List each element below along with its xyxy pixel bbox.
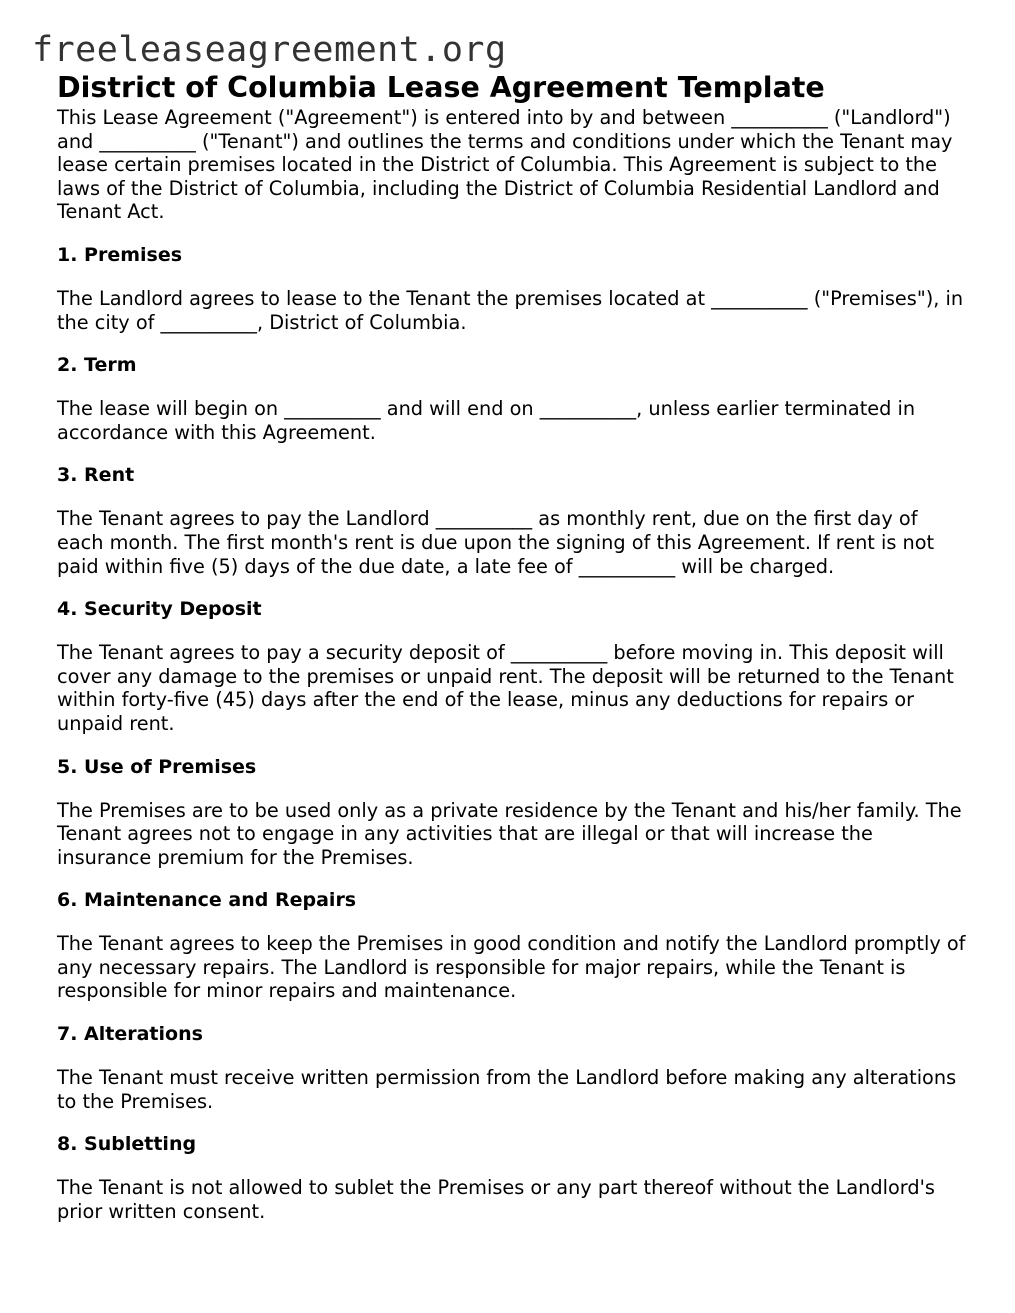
section-heading: 1. Premises [57,243,183,266]
section-heading: 4. Security Deposit [57,598,262,621]
section-heading: 6. Maintenance and Repairs [57,889,357,912]
page-title: District of Columbia Lease Agreement Template [57,71,825,104]
section-premises [57,243,967,334]
section-heading: 7. Alterations [57,1023,203,1046]
section-subletting [57,1132,967,1223]
intro-paragraph: This Lease Agreement ("Agreement") is entered into by and between __________ ("Landlord") and __________ ("Tenant") and outlines the terms and conditions under which the Tenant may lease certain premises located in the District of Columbia. This Agreement is subject to the laws of the District of Columbia, including the District of Columbia Residential Landlord and Tenant Act. [57,106,953,224]
document-body [57,70,967,1223]
section-body: The lease will begin on __________ and will end on __________, unless earlier terminated in accordance with this Agreement. [57,397,916,444]
section-heading: 3. Rent [57,464,135,487]
section-rent [57,463,967,578]
section-term [57,353,967,444]
site-watermark: freeleaseagreement.org [32,30,507,70]
section-body: The Landlord agrees to lease to the Tenant the premises located at __________ ("Premises"), in the city of __________, District of Columbia. [57,286,964,334]
section-body: The Premises are to be used only as a private residence by the Tenant and his/her family. The Tenant agrees not to engage in any activities that are illegal or that will increase the insurance premium for the Premises. [57,798,962,869]
section-alterations [57,1022,967,1113]
section-body: The Tenant agrees to pay a security deposit of __________ before moving in. This deposit will cover any damage to the premises or unpaid rent. The deposit will be returned to the Tenant within forty-five (45) days after the end of the lease, minus any deductions for repairs or unpaid rent. [57,641,954,735]
section-body: The Tenant is not allowed to sublet the Premises or any part thereof without the Landlord's prior written consent. [57,1176,935,1223]
section-body: The Tenant agrees to keep the Premises in good condition and notify the Landlord promptly of any necessary repairs. The Landlord is responsible for major repairs, while the Tenant is responsible for minor repairs and maintenance. [57,932,966,1003]
section-body: The Tenant must receive written permission from the Landlord before making any alterations to the Premises. [57,1066,957,1113]
section-heading: 8. Subletting [57,1133,197,1156]
section-use-of-premises [57,755,967,870]
section-heading: 2. Term [57,354,137,377]
section-body: The Tenant agrees to pay the Landlord __________ as monthly rent, due on the first day of each month. The first month's rent is due upon the signing of this Agreement. If rent is not paid within five (5) days of the due date, a late fee of __________ will be charged. [57,507,935,578]
section-maintenance [57,888,967,1003]
section-heading: 5. Use of Premises [57,755,257,778]
section-security-deposit [57,597,967,735]
